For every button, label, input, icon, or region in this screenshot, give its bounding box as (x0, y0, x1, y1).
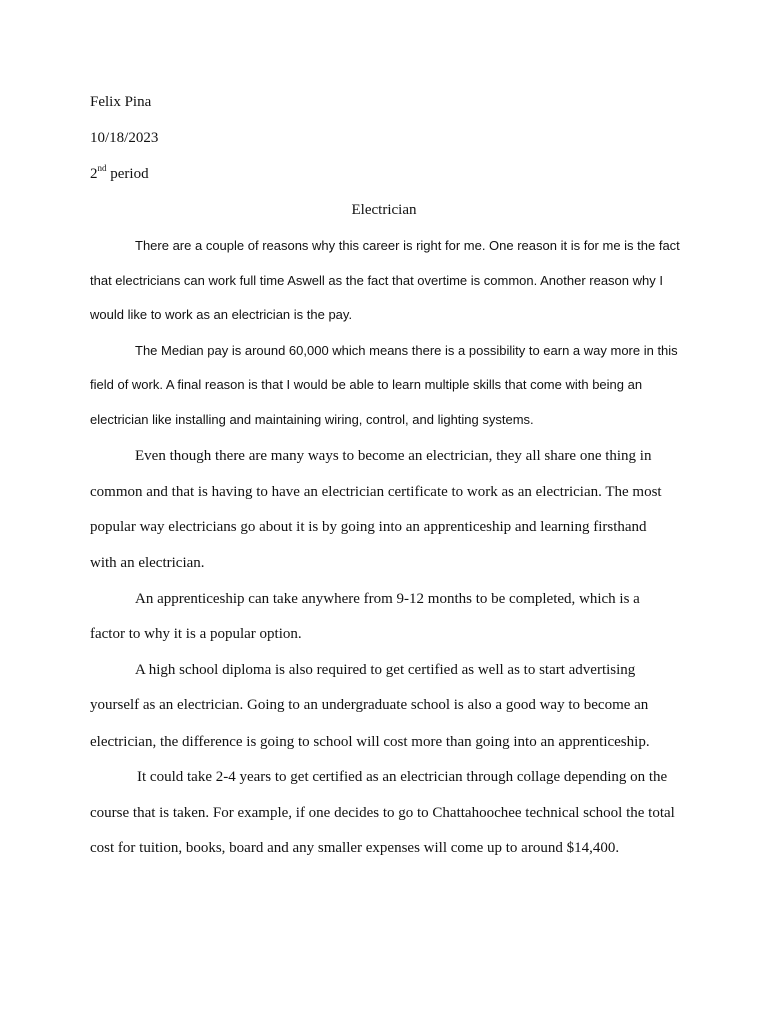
paragraph-5-line-1: A high school diploma is also required to get certified as well as to start advertising (135, 662, 636, 678)
paragraph-2-line-1: The Median pay is around 60,000 which means there is a possibility to earn a way more in this (135, 343, 678, 358)
period-suffix: nd (97, 163, 107, 173)
paragraph-2-line-3: electrician like installing and maintaining wiring, control, and lighting systems. (90, 412, 534, 427)
period-number: 2 (90, 166, 98, 182)
paragraph-2-line-2: field of work. A final reason is that I would be able to learn multiple skills that come with being an (90, 377, 643, 392)
paragraph-3-line-4: with an electrician. (90, 555, 205, 571)
document-date: 10/18/2023 (90, 130, 159, 146)
paragraph-6-line-2: course that is taken. For example, if one decides to go to Chattahoochee technical school the total (90, 805, 675, 821)
paragraph-1-line-2: that electricians can work full time Aswell as the fact that overtime is common. Another reason why I (90, 273, 663, 288)
paragraph-4-line-2: factor to why it is a popular option. (90, 626, 302, 642)
author-name: Felix Pina (90, 94, 152, 110)
page-title: Electrician (351, 202, 417, 218)
class-period (90, 164, 149, 184)
paragraph-5-line-2: yourself as an electrician. Going to an undergraduate school is also a good way to become an (90, 697, 649, 713)
paragraph-3-line-2: common and that is having to have an electrician certificate to work as an electrician. The most (90, 484, 662, 500)
paragraph-6-line-1: It could take 2-4 years to get certified as an electrician through collage depending on the (137, 769, 668, 785)
paragraph-5-line-3: electrician, the difference is going to school will cost more than going into an apprenticeship. (90, 734, 650, 750)
paragraph-1-line-3: would like to work as an electrician is the pay. (90, 307, 353, 322)
paragraph-3-line-3: popular way electricians go about it is by going into an apprenticeship and learning firsthand (90, 519, 647, 535)
paragraph-4-line-1: An apprenticeship can take anywhere from 9-12 months to be completed, which is a (135, 591, 640, 607)
paragraph-6-line-3: cost for tuition, books, board and any smaller expenses will come up to around $14,400. (90, 840, 620, 856)
paragraph-1-line-1: There are a couple of reasons why this career is right for me. One reason it is for me is the fact (135, 238, 680, 253)
period-word: period (106, 166, 149, 182)
paragraph-3-line-1: Even though there are many ways to become an electrician, they all share one thing in (135, 448, 652, 464)
